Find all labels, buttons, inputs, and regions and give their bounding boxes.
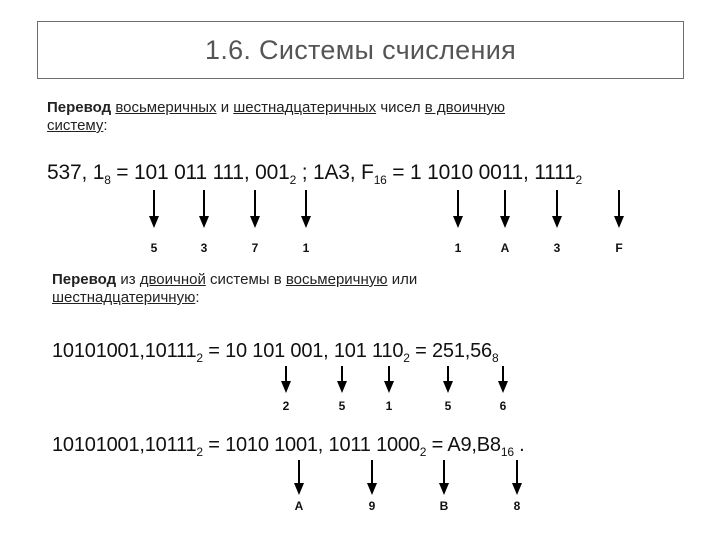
eq1-digit-8: F bbox=[615, 241, 623, 255]
eq3-digit-1: A bbox=[294, 499, 304, 513]
eq2-digit-1: 2 bbox=[282, 399, 290, 413]
eq1-digit-7: 3 bbox=[553, 241, 561, 255]
eq2-arrow-5 bbox=[498, 366, 508, 394]
eq1-arrow-7 bbox=[552, 190, 562, 230]
section1-word-1: Перевод bbox=[47, 99, 112, 116]
eq1-digit-3: 7 bbox=[251, 241, 259, 255]
eq2-arrow-2 bbox=[337, 366, 347, 394]
section1-word-5: чисел bbox=[380, 99, 421, 116]
eq1-digit-6: A bbox=[500, 241, 510, 255]
eq1-digit-2: 3 bbox=[200, 241, 208, 255]
eq3-sub-b: 2 bbox=[419, 445, 427, 459]
section1-word-3: и bbox=[220, 99, 230, 116]
eq3-sub-a: 2 bbox=[196, 445, 203, 459]
eq2-sub-c: 8 bbox=[491, 351, 499, 365]
eq1-arrow-8 bbox=[614, 190, 624, 230]
eq2-sub-a: 2 bbox=[196, 351, 203, 365]
eq2-part-a: 10101001,10111 bbox=[52, 340, 197, 362]
title-box bbox=[37, 21, 684, 79]
eq2-sub-b: 2 bbox=[403, 351, 410, 365]
section2-word-6: или bbox=[391, 271, 418, 288]
equation-octal-hex-to-binary bbox=[47, 160, 582, 186]
eq2-arrow-3 bbox=[384, 366, 394, 394]
eq2-digit-2: 5 bbox=[338, 399, 346, 413]
section2-word-5: восьмеричную bbox=[285, 271, 388, 288]
eq3-digit-2: 9 bbox=[368, 499, 376, 513]
eq2-part-b: = 10 101 001, 101 110 bbox=[202, 340, 404, 362]
eq1-sub-c: 16 bbox=[373, 173, 387, 187]
eq1-arrow-4 bbox=[301, 190, 311, 230]
section1-word-2: восьмеричных bbox=[115, 99, 217, 116]
page-title: 1.6. Системы счисления bbox=[205, 34, 516, 65]
eq2-arrow-4 bbox=[443, 366, 453, 394]
eq3-digit-4: 8 bbox=[513, 499, 521, 513]
section1-word-6: в двоичную bbox=[424, 99, 506, 116]
eq3-part-c: = A9,B8 bbox=[426, 434, 501, 456]
eq2-digit-3: 1 bbox=[385, 399, 393, 413]
section1-colon: : bbox=[103, 117, 108, 134]
eq1-digit-1: 5 bbox=[150, 241, 158, 255]
section1-word-4: шестнадцатеричных bbox=[233, 99, 377, 116]
eq1-sub-b: 2 bbox=[289, 173, 297, 187]
eq3-sub-c: 16 bbox=[500, 445, 514, 459]
section2-word-2: из bbox=[120, 271, 136, 288]
eq1-arrow-2 bbox=[199, 190, 209, 230]
eq3-arrow-2 bbox=[367, 460, 377, 496]
eq1-sub-a: 8 bbox=[104, 173, 111, 187]
eq1-part-c: ; 1A3, F bbox=[296, 161, 374, 184]
section2-word-1: Перевод bbox=[52, 271, 117, 288]
eq1-digit-5: 1 bbox=[454, 241, 462, 255]
equation-binary-to-hex bbox=[52, 432, 525, 458]
eq2-digit-5: 6 bbox=[499, 399, 507, 413]
section2-colon: : bbox=[195, 289, 200, 306]
section2-word-7: шестнадцатеричную bbox=[52, 289, 196, 306]
eq2-part-c: = 251,56 bbox=[409, 340, 492, 362]
section2-word-4: системы в bbox=[210, 271, 282, 288]
eq1-arrow-3 bbox=[250, 190, 260, 230]
eq3-part-b: = 1010 1001, 1011 1000 bbox=[202, 434, 420, 456]
eq1-arrow-5 bbox=[453, 190, 463, 230]
equation-binary-to-octal bbox=[52, 338, 498, 364]
eq2-arrow-1 bbox=[281, 366, 291, 394]
eq2-digit-4: 5 bbox=[444, 399, 452, 413]
eq3-arrow-3 bbox=[439, 460, 449, 496]
section2-word-3: двоичной bbox=[139, 271, 206, 288]
section1-word-7: систему bbox=[47, 117, 104, 134]
eq1-arrow-1 bbox=[149, 190, 159, 230]
eq1-arrow-6 bbox=[500, 190, 510, 230]
eq3-digit-3: B bbox=[439, 499, 449, 513]
eq1-digit-4: 1 bbox=[302, 241, 310, 255]
eq3-part-a: 10101001,10111 bbox=[52, 434, 197, 456]
eq3-arrow-1 bbox=[294, 460, 304, 496]
section2-label bbox=[52, 271, 672, 307]
eq1-part-a: 537, 1 bbox=[47, 161, 105, 184]
eq1-part-b: = 101 011 111, 001 bbox=[110, 161, 290, 184]
eq1-sub-d: 2 bbox=[575, 173, 582, 187]
section1-label bbox=[47, 99, 687, 135]
eq3-part-d: . bbox=[513, 434, 525, 456]
eq1-part-d: = 1 1010 0011, 1111 bbox=[386, 161, 576, 184]
eq3-arrow-4 bbox=[512, 460, 522, 496]
